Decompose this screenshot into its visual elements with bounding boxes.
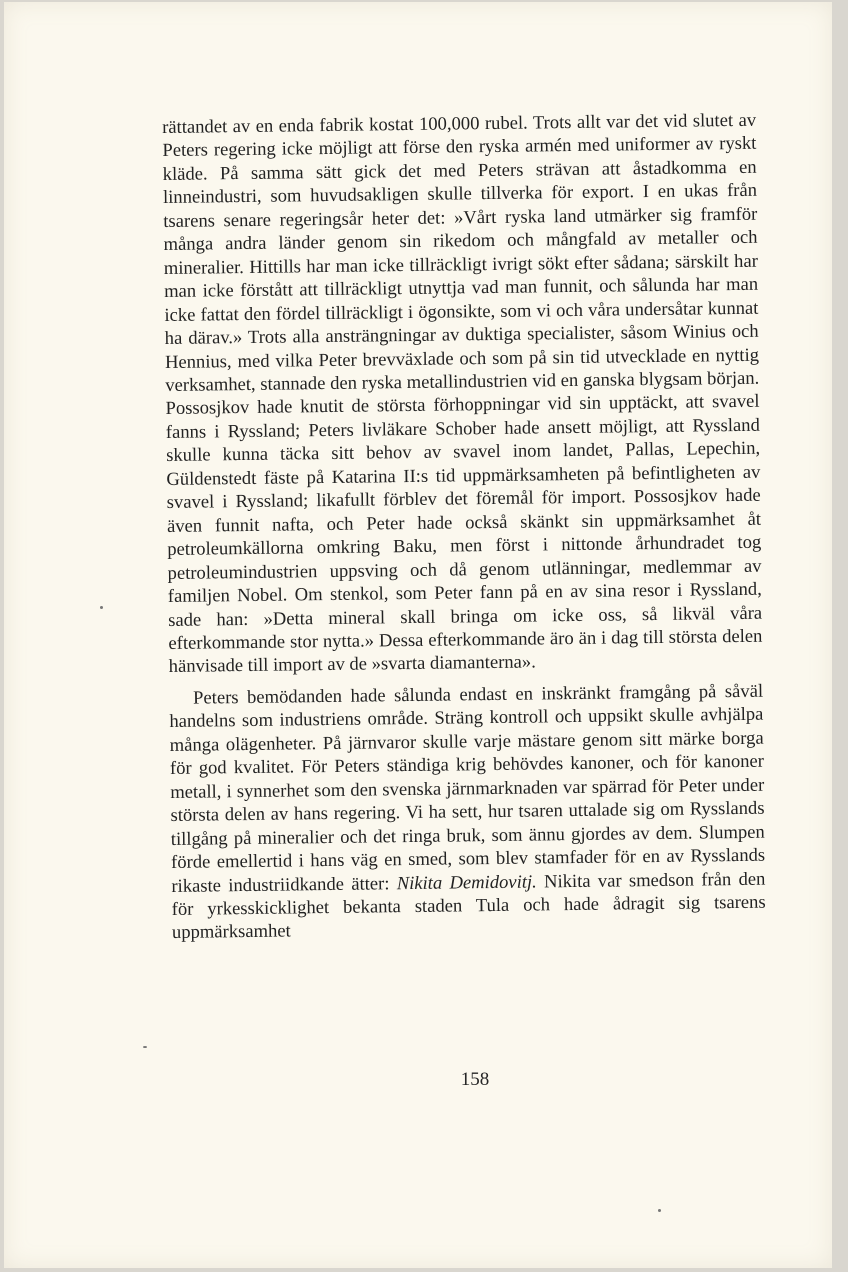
paragraph xyxy=(169,680,766,945)
paper-speck xyxy=(143,1046,147,1048)
italic-name: Nikita Demidovitj. xyxy=(396,870,537,894)
paper-speck xyxy=(100,606,103,609)
paragraph: rättandet av en enda fabrik kostat 100,000 rubel. Trots allt var det vid slutet av Peters regering icke möjligt att förse den ryska armén med uniformer av ryskt kläde. På samma sätt gick det med Peters strävan att åstadkomma en linneindustri, som huvudsakligen skulle tillverka för export. I en ukas från tsarens senare regeringsår heter det: »Vårt ryska land utmärker sig framför många andra länder genom sin rikedom och mångfald av metaller och mineralier. Hittills har man icke tillräckligt ivrigt sökt efter sådana; särskilt har man icke förstått att tillräckligt utnyttja vad man funnit, och sålunda har man icke fattat den fördel tillräckligt i ögonsikte, som vi och våra undersåtar kunnat ha därav.» Trots alla ansträngningar av duktiga specialister, såsom Winius och Hennius, med vilka Peter brevväxlade och som på sin tid utvecklade en nyttig verksamhet, stannade den ryska metallindustrien vid en ganska blygsam början. Possosjkov hade knutit de största förhoppningar vid sin upptäckt, att svavel fanns i Ryssland; Peters livläkare Schober hade ansett möjligt, att Ryssland skulle kunna täcka sitt behov av svavel inom landet, Pallas, Lepechin, Güldenstedt fäste på Katarina II:s tid uppmärksamheten på befintligheten av svavel i Ryssland; likafullt förblev det föremål för import. Possosjkov hade även funnit nafta, och Peter hade också skänkt sin uppmärksamhet åt petroleumkällorna omkring Baku, men först i nittonde århundradet tog petroleumindustrien uppsving och då genom utlänningar, medlemmar av familjen Nobel. Om stenkol, som Peter fann på en av sina resor i Ryssland, sade han: »Detta mineral skall bringa om icke oss, så likväl våra efterkommande stor nytta.» Dessa efterkommande äro än i dag till största delen hänvisade till import av de »svarta diamanterna». xyxy=(162,109,763,678)
paragraph-text: Nikita var smedson från den för yrkesskicklighet bekanta staden Tula och hade ådragit sig tsarens uppmärksamhet xyxy=(171,868,766,944)
paper-speck xyxy=(658,1209,661,1212)
paragraph-text: Peters bemödanden hade sålunda endast en inskränkt framgång på såväl handelns som industriens område. Sträng kontroll och uppsikt skulle avhjälpa många olägenheter. På järnvaror skulle varje mästare genom sitt märke borga för god kvalitet. För Peters ständiga krig behövdes kanoner, och för kanoner metall, i synnerhet som den svenska järnmarknaden var spärrad för Peter under största delen av hans regering. Vi ha sett, hur tsaren uttalade sig om Rysslands tillgång på mineralier och det ringa bruk, som ännu gjordes av dem. Slumpen förde emellertid i hans väg en smed, som blev stamfader för en av Rysslands rikaste industriidkande ätter: xyxy=(169,680,766,897)
page-number: 158 xyxy=(460,1069,490,1090)
book-page xyxy=(4,2,832,1268)
body-text xyxy=(162,109,766,945)
